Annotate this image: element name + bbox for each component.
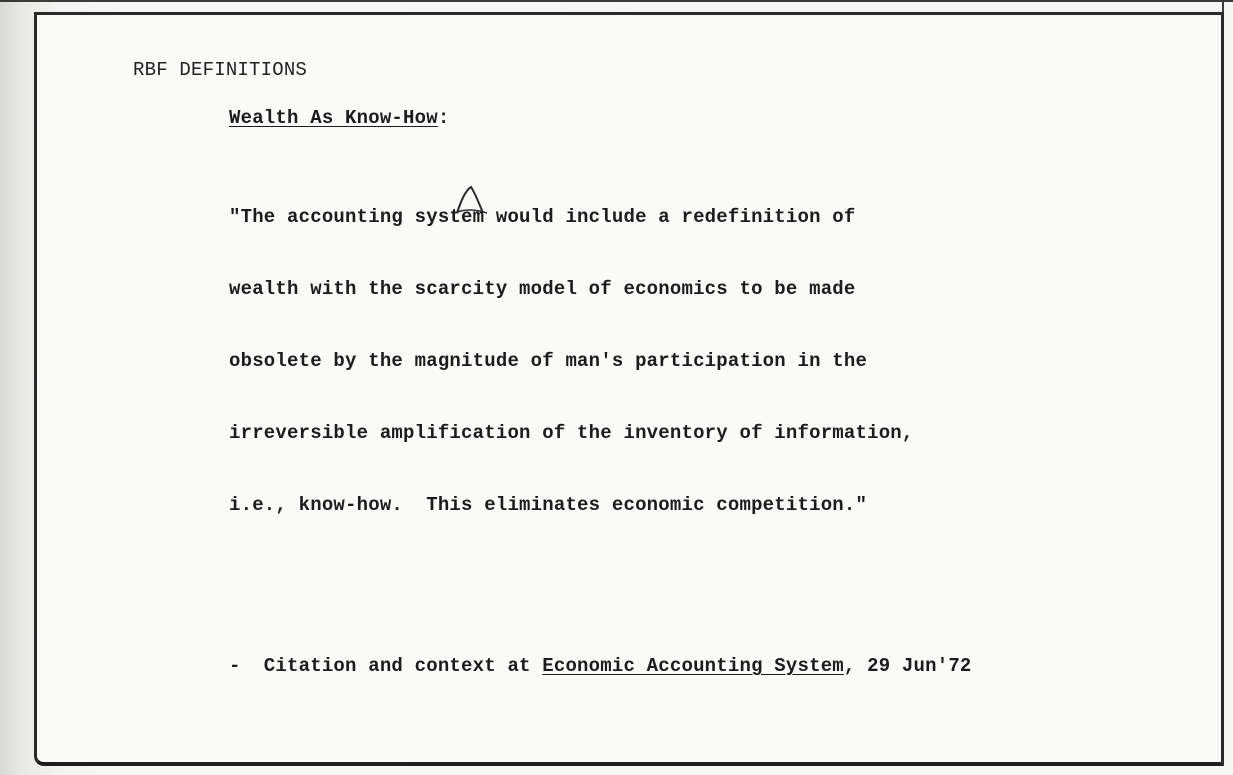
section-title — [229, 107, 449, 129]
definition-quote — [229, 157, 1109, 565]
section-title-text: Wealth As Know-How — [229, 107, 438, 129]
quote-line: i.e., know-how. This eliminates economic competition." — [229, 494, 868, 516]
top-rule — [0, 0, 1233, 2]
handwritten-correction-mark — [451, 183, 491, 219]
header-title: RBF DEFINITIONS — [133, 59, 308, 81]
quote-line: irreversible amplification of the inventory of information, — [229, 422, 914, 444]
citation-link[interactable]: Economic Accounting System — [542, 655, 844, 677]
citation-date: , 29 Jun'72 — [843, 655, 972, 677]
definition-card — [34, 12, 1224, 766]
quote-line: wealth with the scarcity model of economics to be made — [229, 278, 856, 300]
citation-prefix: - Citation and context at — [229, 655, 543, 677]
quote-line: "The accounting system would include a redefinition of — [229, 206, 856, 228]
quote-line: obsolete by the magnitude of man's participation in the — [229, 350, 868, 372]
section-title-colon: : — [437, 107, 450, 129]
citation-line — [229, 655, 972, 677]
